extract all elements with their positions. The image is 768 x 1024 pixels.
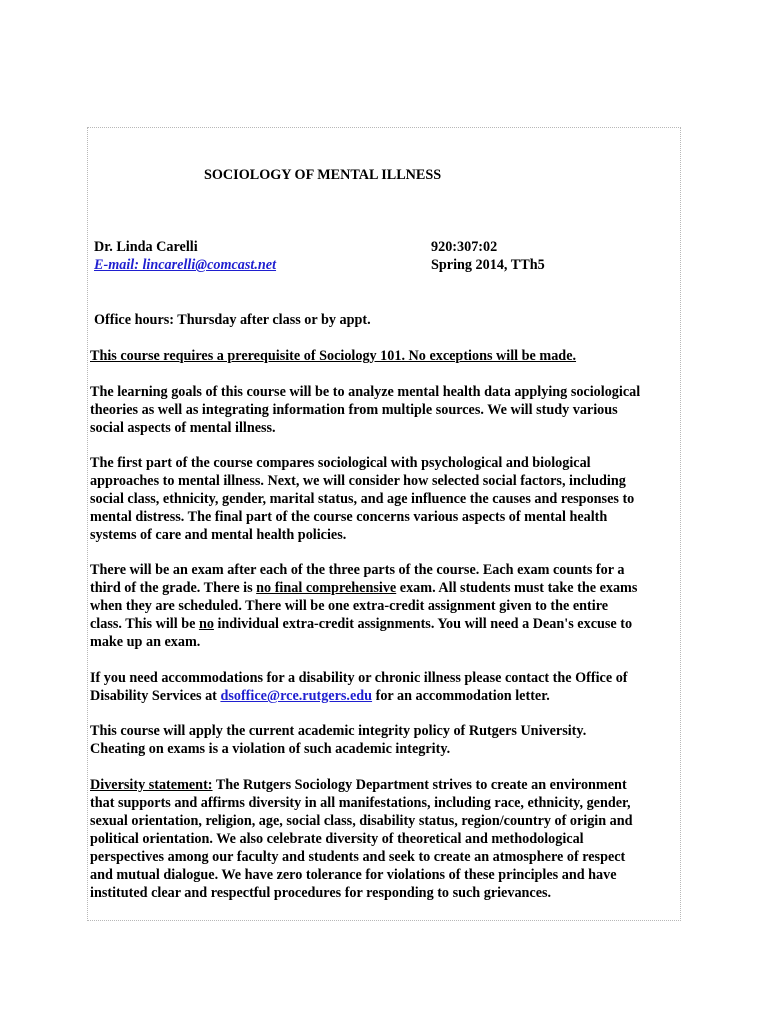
paragraph-line: The first part of the course compares sociological with psychological and biological (90, 455, 591, 471)
paragraph-line: political orientation. We also celebrate diversity of theoretical and methodological (90, 831, 584, 847)
paragraph-line: Cheating on exams is a violation of such academic integrity. (90, 741, 451, 757)
diversity-label: Diversity statement: (90, 777, 213, 793)
paragraph-line: third of the grade. There is no final comprehensive exam. All students must take the exams (90, 580, 638, 596)
learning-goals-paragraph (90, 383, 680, 437)
paragraph-line: approaches to mental illness. Next, we will consider how selected social factors, including (90, 473, 626, 489)
paragraph-line: Diversity statement: The Rutgers Sociology Department strives to create an environment (90, 777, 627, 793)
paragraph-line: when they are scheduled. There will be one extra-credit assignment given to the entire (90, 598, 609, 614)
course-info-block (431, 238, 545, 274)
paragraph-line: social class, ethnicity, gender, marital status, and age influence the causes and responses to (90, 491, 635, 507)
instructor-email-link[interactable]: E-mail: lincarelli@comcast.net (94, 257, 277, 273)
paragraph-line: There will be an exam after each of the three parts of the course. Each exam counts for a (90, 562, 625, 578)
paragraph-line: theories as well as integrating information from multiple sources. We will study various (90, 402, 618, 418)
exams-paragraph (90, 561, 680, 651)
paragraph-line: mental distress. The final part of the course concerns various aspects of mental health (90, 509, 608, 525)
instructor-name: Dr. Linda Carelli (94, 239, 198, 255)
paragraph-line: that supports and affirms diversity in all manifestations, including race, ethnicity, gender, (90, 795, 631, 811)
integrity-paragraph (90, 722, 680, 758)
diversity-paragraph (90, 776, 680, 902)
paragraph-line: perspectives among our faculty and students and seek to create an atmosphere of respect (90, 849, 626, 865)
course-parts-paragraph (90, 454, 680, 544)
no-final-emphasis: no final comprehensive (256, 580, 397, 596)
paragraph-line: make up an exam. (90, 634, 201, 650)
disability-office-email-link[interactable]: dsoffice@rce.rutgers.edu (220, 688, 373, 704)
paragraph-line: This course will apply the current academic integrity policy of Rutgers University. (90, 723, 587, 739)
prerequisite-notice: This course requires a prerequisite of Sociology 101. No exceptions will be made. (90, 348, 577, 364)
paragraph-line: systems of care and mental health policies. (90, 527, 347, 543)
paragraph-line: social aspects of mental illness. (90, 420, 276, 436)
disability-paragraph (90, 669, 680, 705)
instructor-block (94, 238, 276, 274)
paragraph-line: class. This will be no individual extra-credit assignments. You will need a Dean's excuse to (90, 616, 633, 632)
course-number: 920:307:02 (431, 239, 498, 255)
paragraph-line: If you need accommodations for a disability or chronic illness please contact the Office of (90, 670, 628, 686)
course-term: Spring 2014, TTh5 (431, 257, 545, 273)
paragraph-line: instituted clear and respectful procedures for responding to such grievances. (90, 885, 552, 901)
paragraph-line: and mutual dialogue. We have zero tolerance for violations of these principles and have (90, 867, 617, 883)
office-hours: Office hours: Thursday after class or by appt. (94, 312, 371, 328)
paragraph-line: sexual orientation, religion, age, social class, disability status, region/country of origin and (90, 813, 633, 829)
document-title: SOCIOLOGY OF MENTAL ILLNESS (204, 167, 442, 183)
paragraph-line: The learning goals of this course will be to analyze mental health data applying sociological (90, 384, 641, 400)
paragraph-line: Disability Services at dsoffice@rce.rutgers.edu for an accommodation letter. (90, 688, 550, 704)
no-emphasis: no (198, 616, 214, 632)
